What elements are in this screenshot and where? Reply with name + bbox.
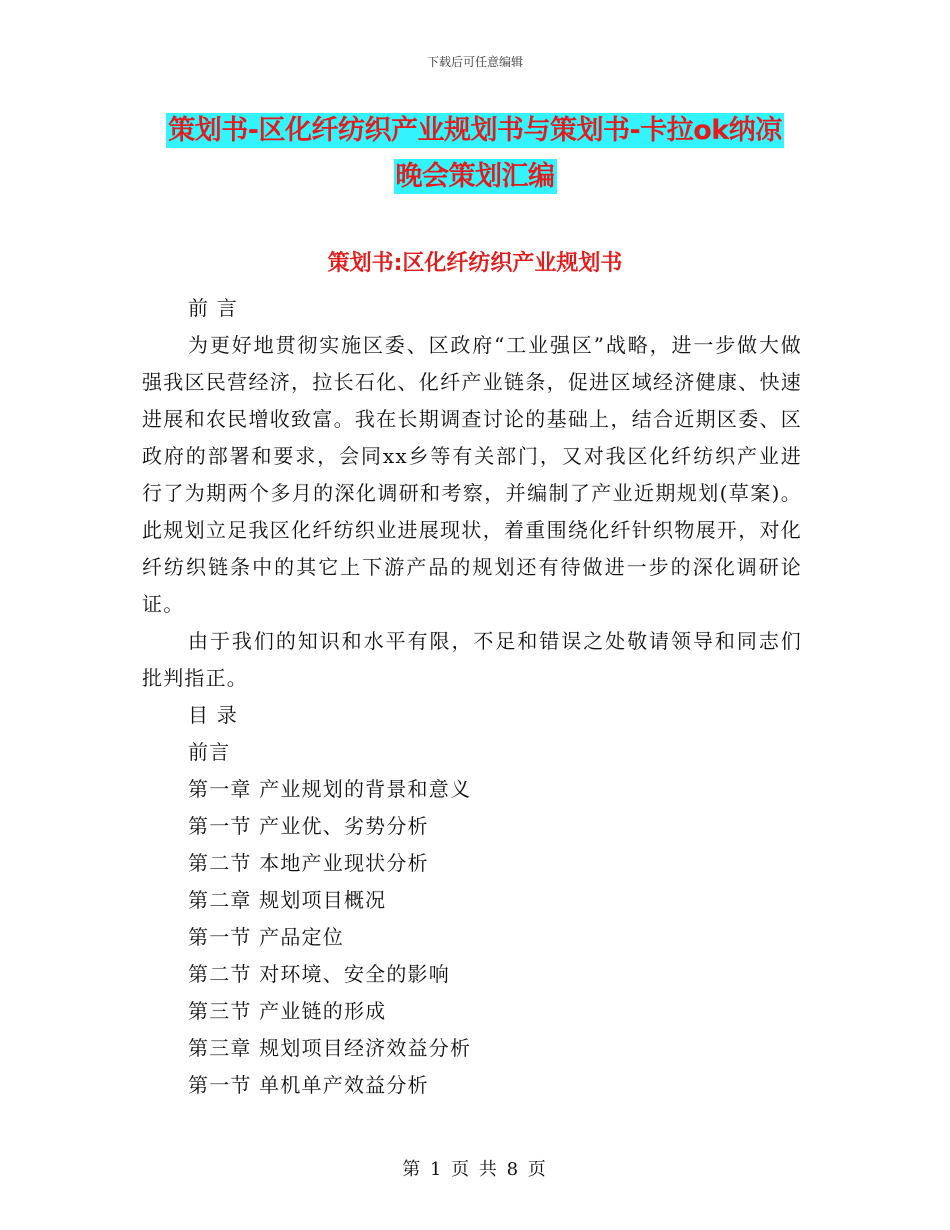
document-title-line-1: 策划书-区化纤纺织产业规划书与策划书-卡拉ok纳凉 xyxy=(168,115,782,146)
toc-item: 第一节 产品定位 xyxy=(188,925,344,949)
toc-item: 第二章 规划项目概况 xyxy=(188,888,387,912)
toc-label: 目 录 xyxy=(188,703,238,727)
toc-item: 第三节 产业链的形成 xyxy=(188,999,387,1023)
toc-item: 第一节 产业优、劣势分析 xyxy=(188,814,429,838)
document-title xyxy=(0,108,950,200)
document-title-line-2: 晚会策划汇编 xyxy=(395,161,555,192)
toc-item: 前言 xyxy=(188,740,231,764)
toc-item: 第二节 对环境、安全的影响 xyxy=(188,962,450,986)
body-paragraph-2: 由于我们的知识和水平有限，不足和错误之处敬请领导和同志们批判指正。 xyxy=(142,629,802,690)
body-paragraph-1: 为更好地贯彻实施区委、区政府“工业强区”战略，进一步做大做强我区民营经济，拉长石化、化纤产业链条，促进区域经济健康、快速进展和农民增收致富。我在长期调查讨论的基础上，结合近期区委、区政府的部署和要求，会同xx乡等有关部门，又对我区化纤纺织产业进行了为期两个多月的深化调研和考察，并编制了产业近期规划(草案)。此规划立足我区化纤纺织业进展现状，着重围绕化纤针织物展开，对化纤纺织链条中的其它上下游产品的规划还有待做进一步的深化调研论证。 xyxy=(142,333,802,616)
toc-item: 第二节 本地产业现状分析 xyxy=(188,851,429,875)
toc-item: 第一节 单机单产效益分析 xyxy=(188,1073,429,1097)
toc-item: 第三章 规划项目经济效益分析 xyxy=(188,1036,472,1060)
page-footer: 第 1 页 共 8 页 xyxy=(402,1159,548,1180)
section-heading: 策划书:区化纤纺织产业规划书 xyxy=(327,251,623,276)
document-body xyxy=(142,290,802,1104)
toc-item: 第一章 产业规划的背景和意义 xyxy=(188,777,472,801)
preface-label: 前 言 xyxy=(188,296,238,320)
page-header-note: 下载后可任意编辑 xyxy=(426,55,523,69)
